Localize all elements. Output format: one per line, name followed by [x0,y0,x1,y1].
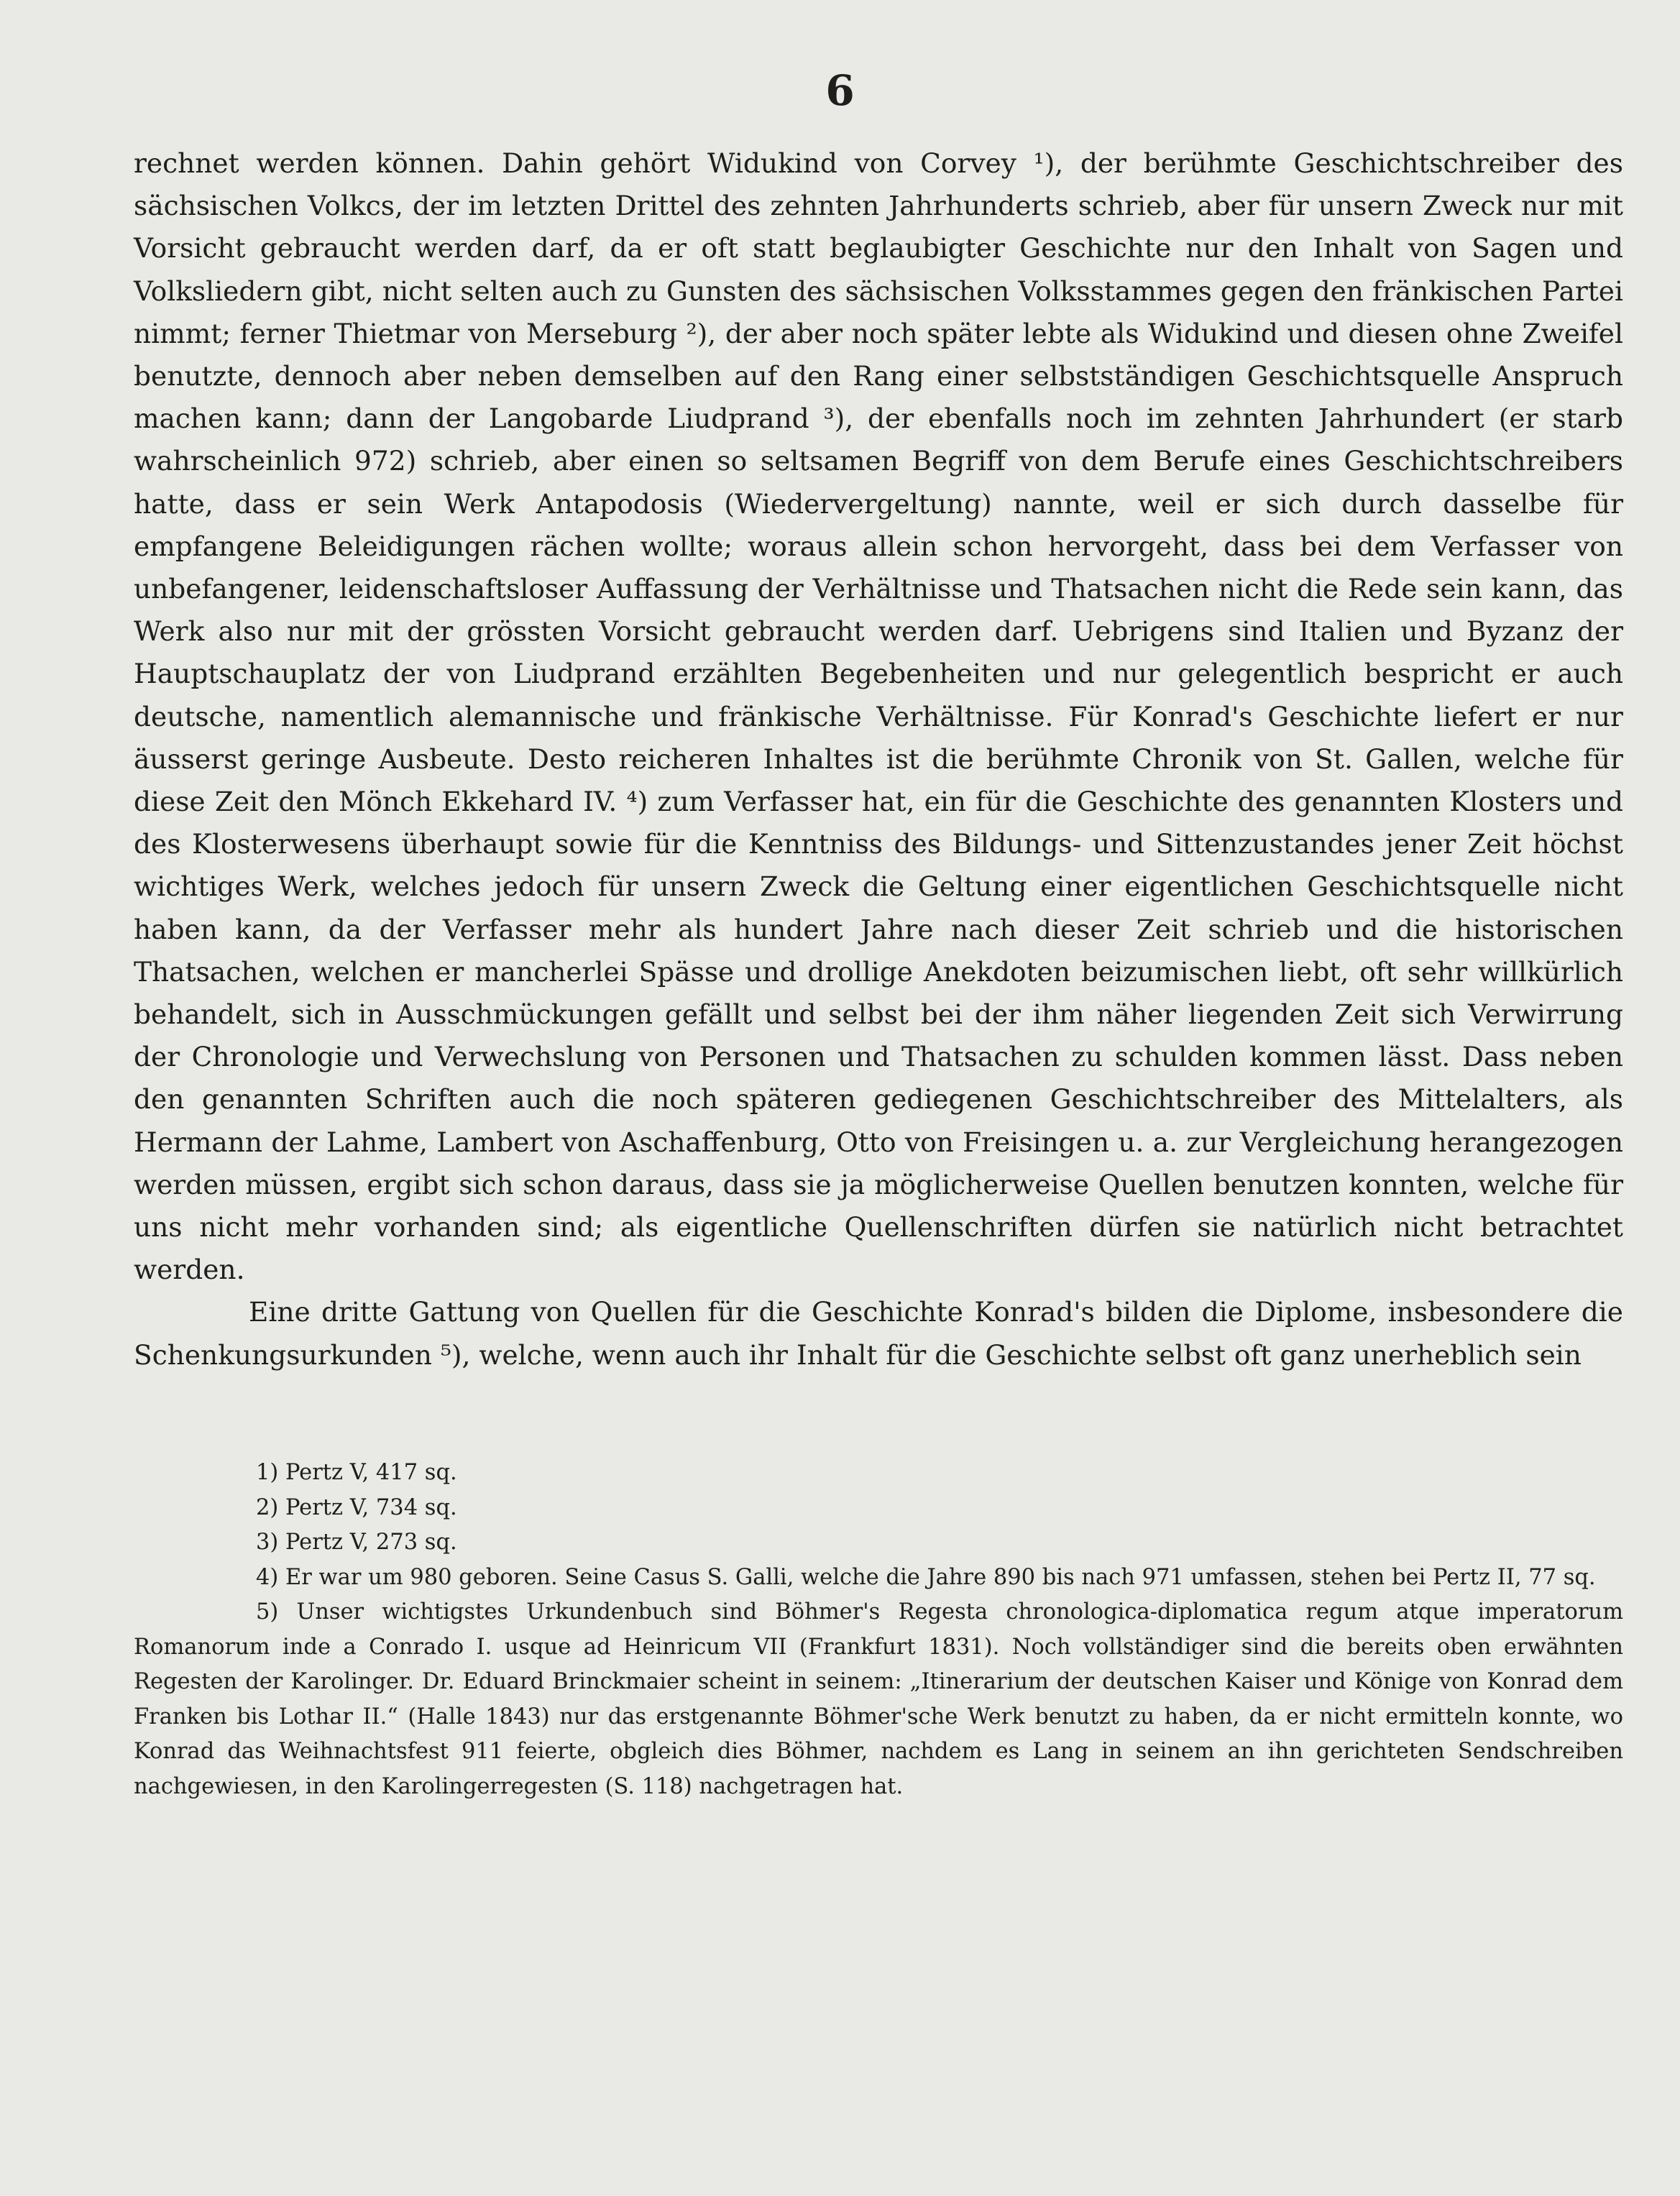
main-text [134,142,1623,1377]
footnote-1: 1) Pertz V, 417 sq. [256,1460,457,1485]
footnote-3: 3) Pertz V, 273 sq. [256,1530,457,1555]
page-number: 6 [825,66,855,115]
footnote-5: 5) Unser wichtigstes Urkundenbuch sind Böhmer's Regesta chronologica-diplomatica regum atque imperatorum Romanorum inde a Conrado I. usque ad Heinricum VII (Frankfurt 1831). Noch vollständiger sind die bereits oben erwähnten Regesten der Karolinger. Dr. Eduard Brinckmaier scheint in seinem: „Itinerarium der deutschen Kaiser und Könige von Konrad dem Franken bis Lothar II.“ (Halle 1843) nur das erstgenannte Böhmer'sche Werk benutzt zu haben, da er nicht ermitteln konnte, wo Konrad das Weihnachtsfest 911 feierte, obgleich dies Böhmer, nachdem es Lang in seinem an ihn gerichteten Sendschreiben nachgewiesen, in den Karolingerregesten (S. 118) nachgetragen hat. [134,1599,1623,1799]
paragraph-continuation: rechnet werden können. Dahin gehört Widukind von Corvey ¹), der berühmte Geschichtschreiber des sächsischen Volkcs, der im letzten Drittel des zehnten Jahrhunderts schrieb, aber für unsern Zweck nur mit Vorsicht gebraucht werden darf, da er oft statt beglaubigter Geschichte nur den Inhalt von Sagen und Volksliedern gibt, nicht selten auch zu Gunsten des sächsischen Volksstammes gegen den fränkischen Partei nimmt; ferner Thietmar von Merseburg ²), der aber noch später lebte als Widukind und diesen ohne Zweifel benutzte, dennoch aber neben demselben auf den Rang einer selbstständigen Geschichtsquelle Anspruch machen kann; dann der Langobarde Liudprand ³), der ebenfalls noch im zehnten Jahrhundert (er starb wahrscheinlich 972) schrieb, aber einen so seltsamen Begriff von dem Berufe eines Geschichtschreibers hatte, dass er sein Werk Antapodosis (Wiedervergeltung) nannte, weil er sich durch dasselbe für empfangene Beleidigungen rächen wollte; woraus allein schon hervorgeht, dass bei dem Verfasser von unbefangener, leidenschaftsloser Auffassung der Verhältnisse und Thatsachen nicht die Rede sein kann, das Werk also nur mit der grössten Vorsicht gebraucht werden darf. Uebrigens sind Italien und Byzanz der Hauptschauplatz der von Liudprand erzählten Begebenheiten und nur gelegentlich bespricht er auch deutsche, namentlich alemannische und fränkische Verhältnisse. Für Konrad's Geschichte liefert er nur äusserst geringe Ausbeute. Desto reicheren Inhaltes ist die berühmte Chronik von St. Gallen, welche für diese Zeit den Mönch Ekkehard IV. ⁴) zum Verfasser hat, ein für die Geschichte des genannten Klosters und des Klosterwesens überhaupt sowie für die Kenntniss des Bildungs- und Sittenzustandes jener Zeit höchst wichtiges Werk, welches jedoch für unsern Zweck die Geltung einer eigentlichen Geschichtsquelle nicht haben kann, da der Verfasser mehr als hundert Jahre nach dieser Zeit schrieb und die historischen Thatsachen, welchen er mancherlei Spässe und drollige Anekdoten beizumischen liebt, oft sehr willkürlich behandelt, sich in Ausschmückungen gefällt und selbst bei der ihm näher liegenden Zeit sich Verwirrung der Chronologie und Verwechslung von Personen und Thatsachen zu schulden kommen lässt. Dass neben den genannten Schriften auch die noch späteren gediegenen Geschichtschreiber des Mittelalters, als Hermann der Lahme, Lambert von Aschaffenburg, Otto von Freisingen u. a. zur Vergleichung herangezogen werden müssen, ergibt sich schon daraus, dass sie ja möglicherweise Quellen benutzen konnten, welche für uns nicht mehr vorhanden sind; als eigentliche Quellenschriften dürfen sie natürlich nicht betrachtet werden. [134,147,1623,1286]
footnotes [134,1456,1623,1804]
paragraph-diplomas: Eine dritte Gattung von Quellen für die Geschichte Konrad's bilden die Diplome, insbesondere die Schenkungsurkunden ⁵), welche, wenn auch ihr Inhalt für die Geschichte selbst oft ganz unerheblich sein [134,1296,1623,1371]
footnote-4: 4) Er war um 980 geboren. Seine Casus S. Galli, welche die Jahre 890 bis nach 971 umfassen, stehen bei Pertz II, 77 sq. [256,1564,1596,1590]
footnote-2: 2) Pertz V, 734 sq. [256,1494,457,1520]
